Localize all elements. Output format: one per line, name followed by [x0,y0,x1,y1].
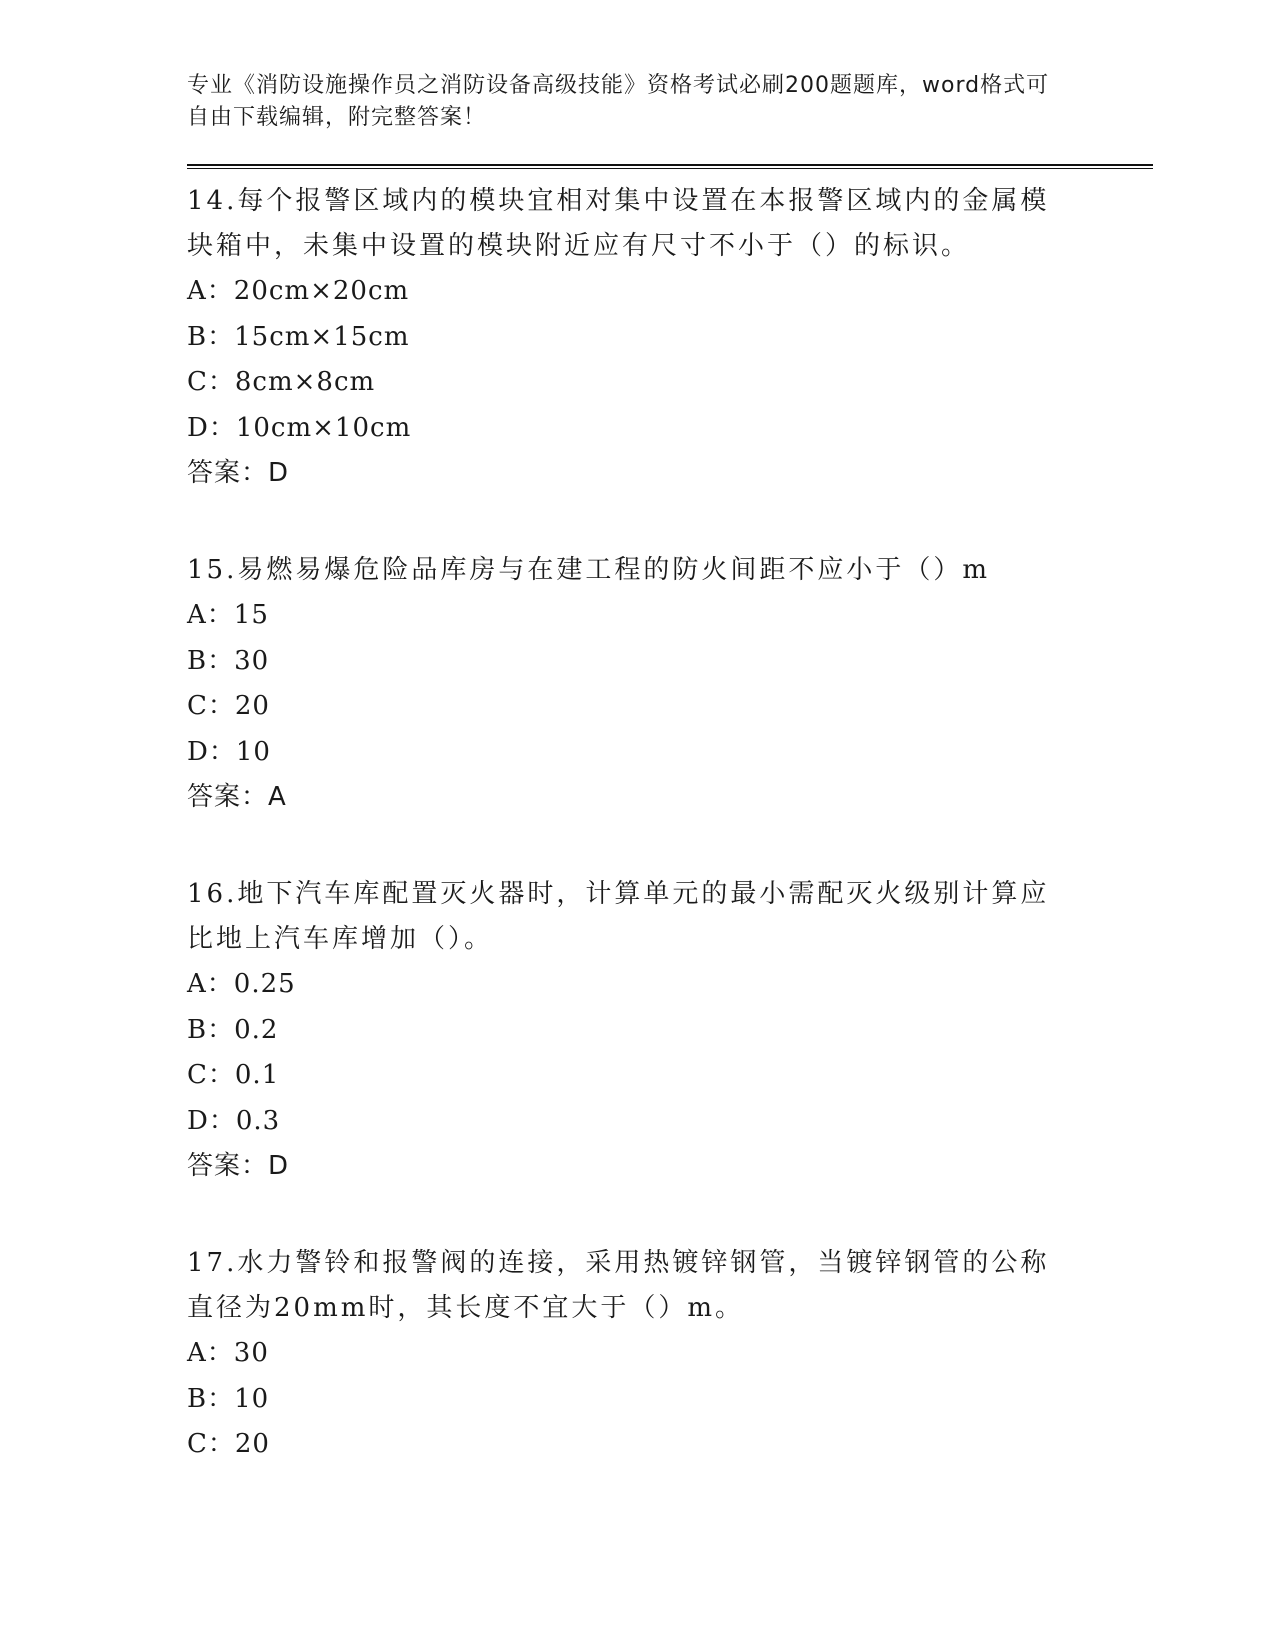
option-b: B：15cm×15cm [187,321,410,352]
option-c: C：8cm×8cm [187,367,376,397]
question-stem: 15.易燃易爆危险品库房与在建工程的防火间距不应小于（）m [187,555,991,585]
answer-line: 答案：D [187,1151,290,1181]
option-c: C：20 [187,691,270,721]
option-c: C：0.1 [187,1060,280,1090]
option-a: A：0.25 [187,969,296,999]
question-stem: 16.地下汽车库配置灭火器时，计算单元的最小需配灭火级别计算应比地上汽车库增加（）。 [187,879,1050,954]
question-list [187,179,1147,1468]
option-d: D：0.3 [187,1105,281,1136]
question-15 [187,548,1147,820]
answer-line: 答案：A [187,782,287,812]
option-b: B：0.2 [187,1014,279,1045]
document-header: 专业《消防设施操作员之消防设备高级技能》资格考试必刷200题题库，word格式可自由下载编辑，附完整答案！ [187,73,1050,130]
document-page [187,70,1147,1520]
option-d: D：10 [187,736,271,767]
option-b: B：30 [187,645,270,676]
option-c: C：20 [187,1429,270,1459]
option-a: A：15 [187,600,269,630]
option-a: A：30 [187,1338,269,1368]
question-stem: 14.每个报警区域内的模块宜相对集中设置在本报警区域内的金属模块箱中，未集中设置的模块附近应有尺寸不小于（）的标识。 [187,186,1050,261]
option-d: D：10cm×10cm [187,412,412,443]
option-a: A：20cm×20cm [187,276,410,306]
question-17 [187,1241,1147,1468]
answer-line: 答案：D [187,458,290,488]
option-b: B：10 [187,1383,270,1414]
question-16 [187,872,1147,1189]
question-14 [187,179,1147,496]
header-divider [187,164,1153,169]
question-stem: 17.水力警铃和报警阀的连接，采用热镀锌钢管，当镀锌钢管的公称直径为20mm时，其长度不宜大于（）m。 [187,1248,1050,1323]
